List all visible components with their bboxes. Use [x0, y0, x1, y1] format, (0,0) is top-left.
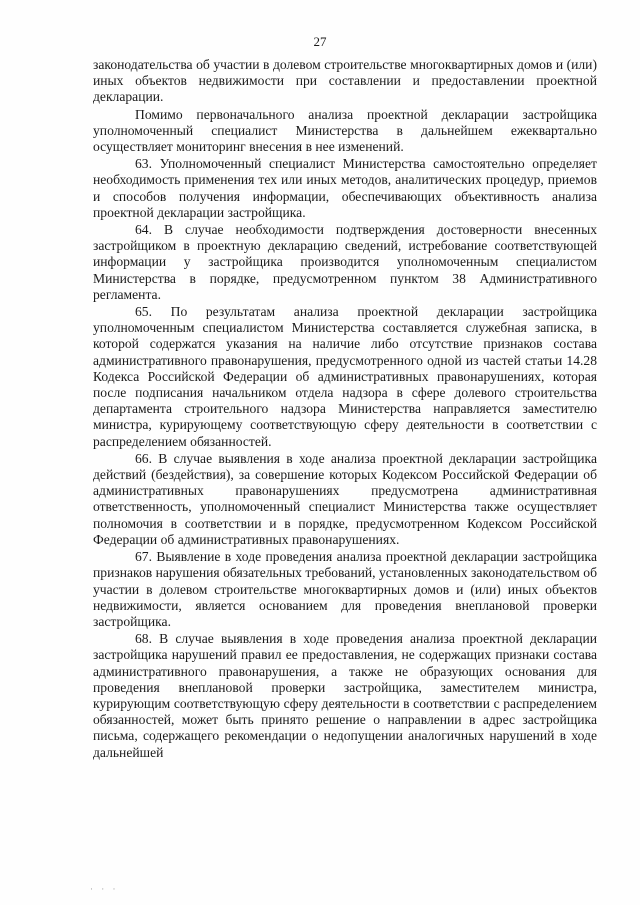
page-number: 27	[313, 34, 327, 49]
paragraph-65: 65. По результатам анализа проектной декларации застройщика уполномоченным специалистом Министерства составляется служебная записка, в которой содержатся указания на наличие либо отсутствие признаков состава административного правонарушения, предусмотренного одной из частей статьи 14.28 Кодекса Российской Федерации об административных правонарушениях, которая после подписания начальником отдела надзора в сфере долевого строительства департамента строительного надзора Министерства направляется заместителю министра, курирующему соответствующую сферу деятельности в соответствии с распределением обязанностей.	[93, 304, 597, 449]
paragraph-67: 67. Выявление в ходе проведения анализа проектной декларации застройщика признаков нарушения обязательных требований, установленных законодательством об участии в долевом строительстве многоквартирных домов и (или) иных объектов недвижимости, является основанием для проведения внеплановой проверки застройщика.	[93, 549, 597, 629]
paragraph-66: 66. В случае выявления в ходе анализа проектной декларации застройщика действий (бездействия), за совершение которых Кодексом Российской Федерации об административных правонарушениях предусмотрена административная ответственность, уполномоченный специалист Министерства также осуществляет полномочия в соответствии и в порядке, предусмотренном Кодексом Российской Федерации об административных правонарушениях.	[93, 450, 597, 547]
paragraph-continuation: законодательства об участии в долевом строительстве многоквартирных домов и (или) иных объектов недвижимости при составлении и предоставлении проектной декларации.	[93, 57, 597, 105]
paragraph-63: 63. Уполномоченный специалист Министерства самостоятельно определяет необходимость применения тех или иных методов, аналитических процедур, приемов и способов получения информации, обеспечивающих объективность анализа проектной декларации застройщика.	[93, 156, 597, 220]
paragraph-64: 64. В случае необходимости подтверждения достоверности внесенных застройщиком в проектную декларацию сведений, истребование соответствующей информации у застройщика производится уполномоченным специалистом Министерства в порядке, предусмотренном пунктом 38 Административного регламента.	[93, 222, 597, 302]
scan-corner-mark: · · ·	[90, 884, 119, 894]
paragraph-monitoring: Помимо первоначального анализа проектной декларации застройщика уполномоченный специалист Министерства в дальнейшем ежеквартально осуществляет мониторинг внесения в нее изменений.	[93, 106, 597, 155]
paragraph-68: 68. В случае выявления в ходе проведения анализа проектной декларации застройщика нарушений правил ее предоставления, не содержащих признаки состава административного правонарушения, а также не образующих основания для проведения внеплановой проверки застройщика, заместителем министра, курирующим соответствующую сферу деятельности в соответствии с распределением обязанностей, может быть принято решение о направлении в адрес застройщика письма, содержащего рекомендации о недопущении аналогичных нарушений в ходе дальнейшей	[93, 631, 597, 760]
document-body	[93, 57, 597, 761]
